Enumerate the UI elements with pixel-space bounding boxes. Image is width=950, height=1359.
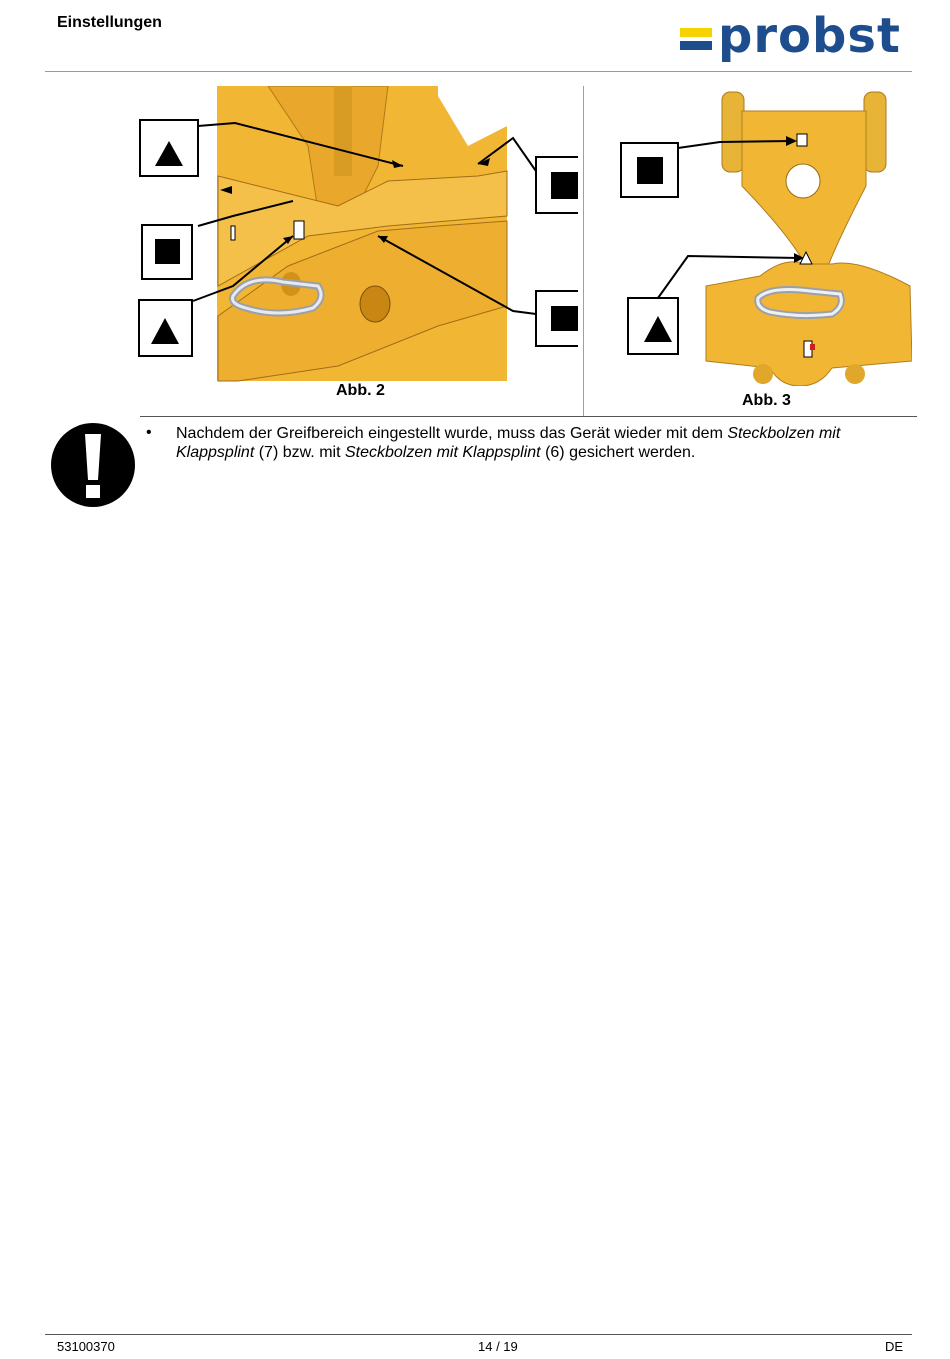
figure-3-illustration (620, 86, 912, 386)
figure-divider (583, 86, 584, 416)
notice-paragraph (176, 424, 886, 462)
probst-logo (680, 8, 906, 68)
exclamation-warning-icon (50, 422, 136, 508)
triangle-label-fig3 (628, 298, 678, 354)
figure-2-caption: Abb. 2 (336, 382, 385, 399)
notice-text-2: (7) bzw. mit (254, 444, 345, 461)
notice-text-3: (6) gesichert werden. (540, 444, 696, 461)
logo-wordmark: probst (718, 8, 901, 64)
footer-document-number: 53100370 (57, 1339, 115, 1354)
footer-language: DE (885, 1339, 904, 1354)
footer-rule (45, 1334, 912, 1335)
notice-rule (140, 416, 917, 417)
notice-text-1: Nachdem der Greifbereich eingestellt wurde, muss das Gerät wieder mit dem (176, 425, 728, 442)
logo-blue-bar (680, 41, 712, 50)
figure-2-illustration (138, 86, 578, 386)
footer-page-number: 14 / 19 (478, 1339, 518, 1354)
figure-3-caption: Abb. 3 (742, 392, 791, 409)
square-label-middle-left (142, 225, 192, 279)
notice-term-1: Steckbolzen mit Klappsplint (176, 425, 841, 461)
square-label-top-right (536, 157, 578, 213)
header-rule (45, 71, 912, 72)
notice-term-2: Steckbolzen mit Klappsplint (344, 444, 541, 461)
square-label-bottom-right (536, 291, 578, 346)
bullet-point: • (146, 424, 152, 441)
triangle-label-top-left (140, 120, 198, 176)
section-title: Einstellungen (57, 14, 162, 31)
triangle-label-bottom-left (139, 300, 192, 356)
square-label-fig3 (621, 143, 678, 197)
logo-yellow-bar (680, 28, 712, 37)
